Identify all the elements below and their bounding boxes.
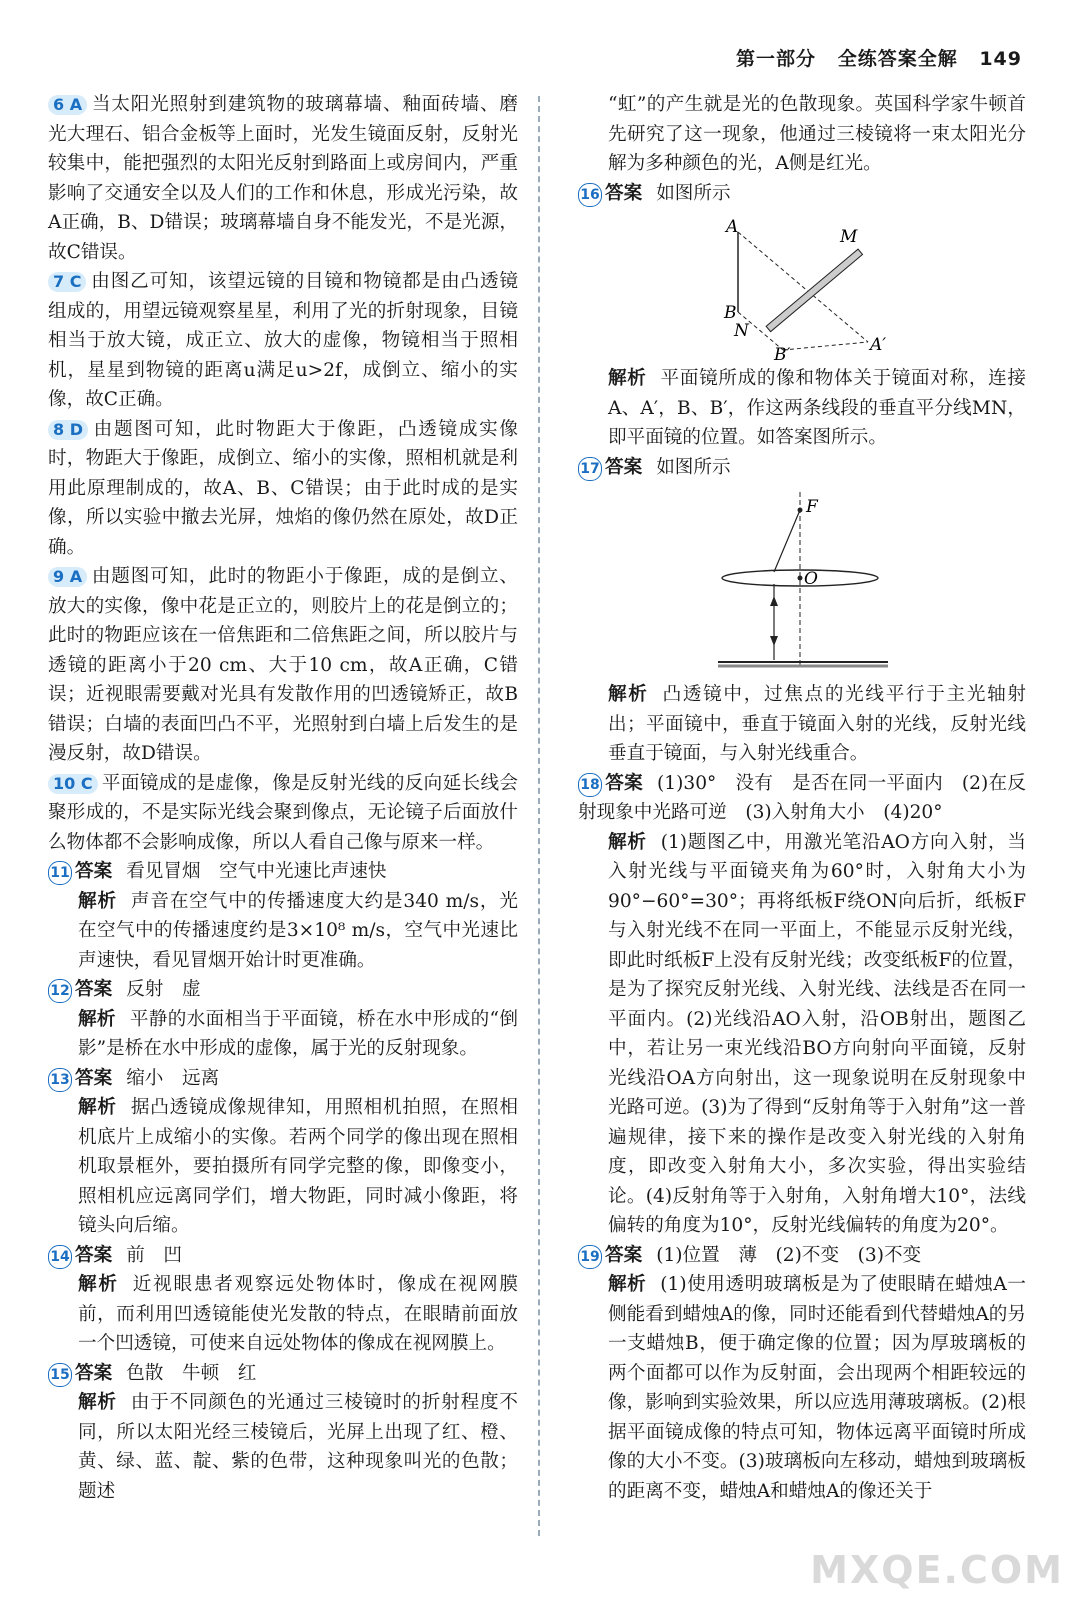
question-15 [48, 1359, 518, 1507]
label-a: A [726, 217, 739, 237]
focal-point [798, 508, 803, 513]
question-number: 13 [48, 1068, 72, 1092]
line-a-a-prime [738, 232, 868, 342]
question-text: 由图乙可知，该望远镜的目镜和物镜都是由凸透镜组成的，用望远镜观察星星，利用了光的折射现象，目镜相当于放大镜，成正立、放大的虚像，物镜相当于照相机，星星到物镜的距离u满足u>2f，成倒立、缩小的实像，故C正确。 [48, 271, 518, 410]
label-m: M [840, 227, 858, 247]
label-o: O [804, 569, 818, 589]
answer-tag: 10 C [48, 774, 98, 794]
label-b: B [724, 303, 737, 323]
question-number: 17 [578, 457, 602, 481]
column-divider [538, 96, 540, 1536]
question-12 [48, 975, 518, 1064]
label-b-prime: B′ [774, 345, 791, 360]
analysis-text: (1)题图乙中，用激光笔沿AO方向入射，当入射光线与平面镜夹角为60°时，入射角大小为90°−60°=30°；再将纸板F绕ON向后折，纸板F与入射光线不在同一平面上，不能显示反射光线，即此时纸板F上没有反射光线；改变纸板F的位置，是为了探究反射光线、入射光线、法线是否在同一平面内。(2)光线沿AO入射，沿OB射出，题图乙中，若让另一束光线沿BO方向射向平面镜，反射光线沿OA方向射出，这一现象说明在反射现象中光路可逆。(3)为了得到“反射角等于入射角”这一普遍规律，接下来的操作是改变入射光线的入射角度，即改变入射角大小，多次实验，得出实验结论。(4)反射角等于入射角，入射角增大10°，法线偏转的角度为10°，反射光线偏转的角度为20°。 [608, 831, 1026, 1236]
question-text: 平面镜成的是虚像，像是反射光线的反向延长线会聚形成的，不是实际光线会聚到像点，无论镜子后面放什么物体都不会影响成像，所以人看自己像与原来一样。 [48, 772, 518, 853]
answer-text: (1)30° 没有 是否在同一平面内 (2)在反射现象中光路可逆 (3)入射角大小 (4)20° [578, 772, 1026, 823]
answer-text: 看见冒烟 空气中光速比声速快 [126, 861, 387, 882]
analysis-text: 凸透镜中，过焦点的光线平行于主光轴射出；平面镜中，垂直于镜面入射的光线，反射光线垂直于镜面，与入射光线重合。 [608, 684, 1026, 764]
label-a-prime: A′ [870, 335, 887, 355]
header-title: 全练答案全解 [837, 48, 958, 70]
answer-text: 如图所示 [656, 456, 731, 478]
answer-label: 答案 [75, 1362, 113, 1384]
question-10 [48, 769, 518, 858]
mirror-symmetry-diagram [578, 212, 1018, 360]
answer-label: 答案 [605, 456, 643, 478]
question-text: 由题图可知，此时物距大于像距，凸透镜成实像时，物距大于像距，成倒立、缩小的实像，照相机就是利用此原理制成的，故A、B、C错误；由于此时成的是实像，所以实验中撤去光屏，烛焰的像仍然在原处，故D正确。 [48, 418, 518, 558]
answer-text: 反射 虚 [126, 979, 201, 1000]
analysis-label: 解析 [78, 1008, 116, 1030]
question-17 [578, 453, 1026, 769]
analysis-label: 解析 [78, 1392, 117, 1413]
question-6 [48, 90, 518, 267]
lens-mirror-diagram [578, 486, 1018, 676]
analysis-text: 声音在空气中的传播速度大约是340 m/s，光在空气中的传播速度约是3×10⁸ m/s，空气中光速比声速快，看见冒烟开始计时更准确。 [78, 890, 518, 971]
answer-tag: 7 C [48, 272, 86, 292]
answer-tag: 6 A [48, 95, 87, 115]
analysis-text: (1)使用透明玻璃板是为了使眼睛在蜡烛A一侧能看到蜡烛A的像，同时还能看到代替蜡烛A的另一支蜡烛B，便于确定像的位置；因为厚玻璃板的两个面都可以作为反射面，会出现两个相距较远的像，影响到实验效果，所以应选用薄玻璃板。(2)根据平面镜成像的特点可知，物体远离平面镜时所成像的大小不变。(3)玻璃板向左移动，蜡烛到玻璃板的距离不变，蜡烛A和蜡烛A的像还关于 [608, 1274, 1026, 1502]
answer-text: 如图所示 [656, 182, 731, 204]
optical-center [798, 576, 803, 581]
analysis-label: 解析 [78, 1274, 119, 1295]
analysis-label: 解析 [608, 1274, 647, 1295]
question-number: 11 [48, 861, 72, 885]
analysis-text: 平静的水面相当于平面镜，桥在水中形成的“倒影”是桥在水中形成的虚像，属于光的反射现象。 [78, 1008, 518, 1059]
analysis-label: 解析 [608, 831, 647, 853]
question-11 [48, 857, 518, 975]
question-8 [48, 415, 518, 563]
analysis-text: 由于不同颜色的光通过三棱镜时的折射程度不同，所以太阳光经三棱镜后，光屏上出现了红、橙、黄、绿、蓝、靛、紫的色带，这种现象叫光的色散；题述 [78, 1392, 518, 1502]
analysis-label: 解析 [78, 890, 117, 912]
question-7 [48, 267, 518, 415]
question-9 [48, 562, 518, 769]
answer-label: 答案 [75, 861, 113, 882]
answer-text: (1)位置 薄 (2)不变 (3)不变 [656, 1244, 922, 1266]
question-13 [48, 1064, 518, 1241]
arrow-up [770, 596, 778, 606]
answer-tag: 8 D [48, 420, 88, 440]
right-column [578, 90, 1026, 1506]
page-header [722, 44, 1022, 71]
question-text: 由题图可知，此时的物距小于像距，成的是倒立、放大的实像，像中花是正立的，则胶片上的花是倒立的；此时的物距应该在一倍焦距和二倍焦距之间，所以胶片与透镜的距离小于20 cm、大于10 cm，故A正确，C错误；近视眼需要戴对光具有发散作用的凹透镜矫正，故B错误；白墙的表面凹凸不平，光照射到白墙上后发生的是漫反射，故D错误。 [48, 566, 518, 764]
label-f: F [806, 497, 818, 517]
question-14 [48, 1241, 518, 1359]
answer-label: 答案 [605, 1244, 643, 1266]
question-number: 15 [48, 1363, 72, 1387]
question-19 [578, 1241, 1026, 1507]
answer-label: 答案 [605, 772, 644, 794]
question-18 [578, 769, 1026, 1241]
analysis-label: 解析 [78, 1097, 117, 1118]
answer-text: 缩小 远离 [126, 1067, 220, 1089]
question-number: 19 [578, 1245, 602, 1269]
section-label: 第一部分 [736, 48, 817, 70]
left-column [48, 90, 518, 1506]
ray-through-focus [774, 510, 800, 572]
analysis-label: 解析 [608, 684, 649, 705]
answer-label: 答案 [605, 182, 643, 204]
question-number: 18 [578, 773, 602, 797]
answer-label: 答案 [75, 1244, 113, 1266]
analysis-text: 近视眼患者观察远处物体时，像成在视网膜前，而利用凹透镜能使光发散的特点，在眼睛前面放一个凹透镜，可使来自远处物体的像成在视网膜上。 [78, 1274, 518, 1354]
question-number: 14 [48, 1245, 72, 1269]
analysis-text: 据凸透镜成像规律知，用照相机拍照，在照相机底片上成缩小的实像。若两个同学的像出现在照相机取景框外，要拍摄所有同学完整的像，即像变小，照相机应远离同学们，增大物距，同时减小像距，将镜头向后缩。 [78, 1097, 518, 1236]
watermark: MXQE.COM [810, 1548, 1064, 1592]
answer-label: 答案 [75, 979, 113, 1000]
question-15-continued: “虹”的产生就是光的色散现象。英国科学家牛顿首先研究了这一现象，他通过三棱镜将一束太阳光分解为多种颜色的光，A侧是红光。 [608, 94, 1026, 174]
image-a-prime-b-prime [783, 342, 868, 350]
question-text: 当太阳光照射到建筑物的玻璃幕墙、釉面砖墙、磨光大理石、铝合金板等上面时，光发生镜面反射，反射光较集中，能把强烈的太阳光反射到路面上或房间内，严重影响了交通安全以及人们的工作和休息，形成光污染，故A正确，B、D错误；玻璃幕墙自身不能发光，不是光源，故C错误。 [48, 94, 518, 263]
page-number: 149 [979, 48, 1022, 70]
question-number: 16 [578, 183, 602, 207]
answer-text: 色散 牛顿 红 [126, 1362, 257, 1384]
answer-tag: 9 A [48, 567, 87, 587]
answer-label: 答案 [75, 1067, 113, 1089]
arrow-down [770, 636, 778, 646]
label-n: N [734, 321, 749, 341]
question-16 [578, 179, 1026, 453]
analysis-text: 平面镜所成的像和物体关于镜面对称，连接A、A′，B、B′，作这两条线段的垂直平分线MN，即平面镜的位置。如答案图所示。 [608, 368, 1026, 448]
question-number: 12 [48, 979, 72, 1003]
analysis-label: 解析 [608, 368, 647, 389]
mirror-mn [766, 249, 862, 331]
answer-text: 前 凹 [126, 1244, 182, 1266]
